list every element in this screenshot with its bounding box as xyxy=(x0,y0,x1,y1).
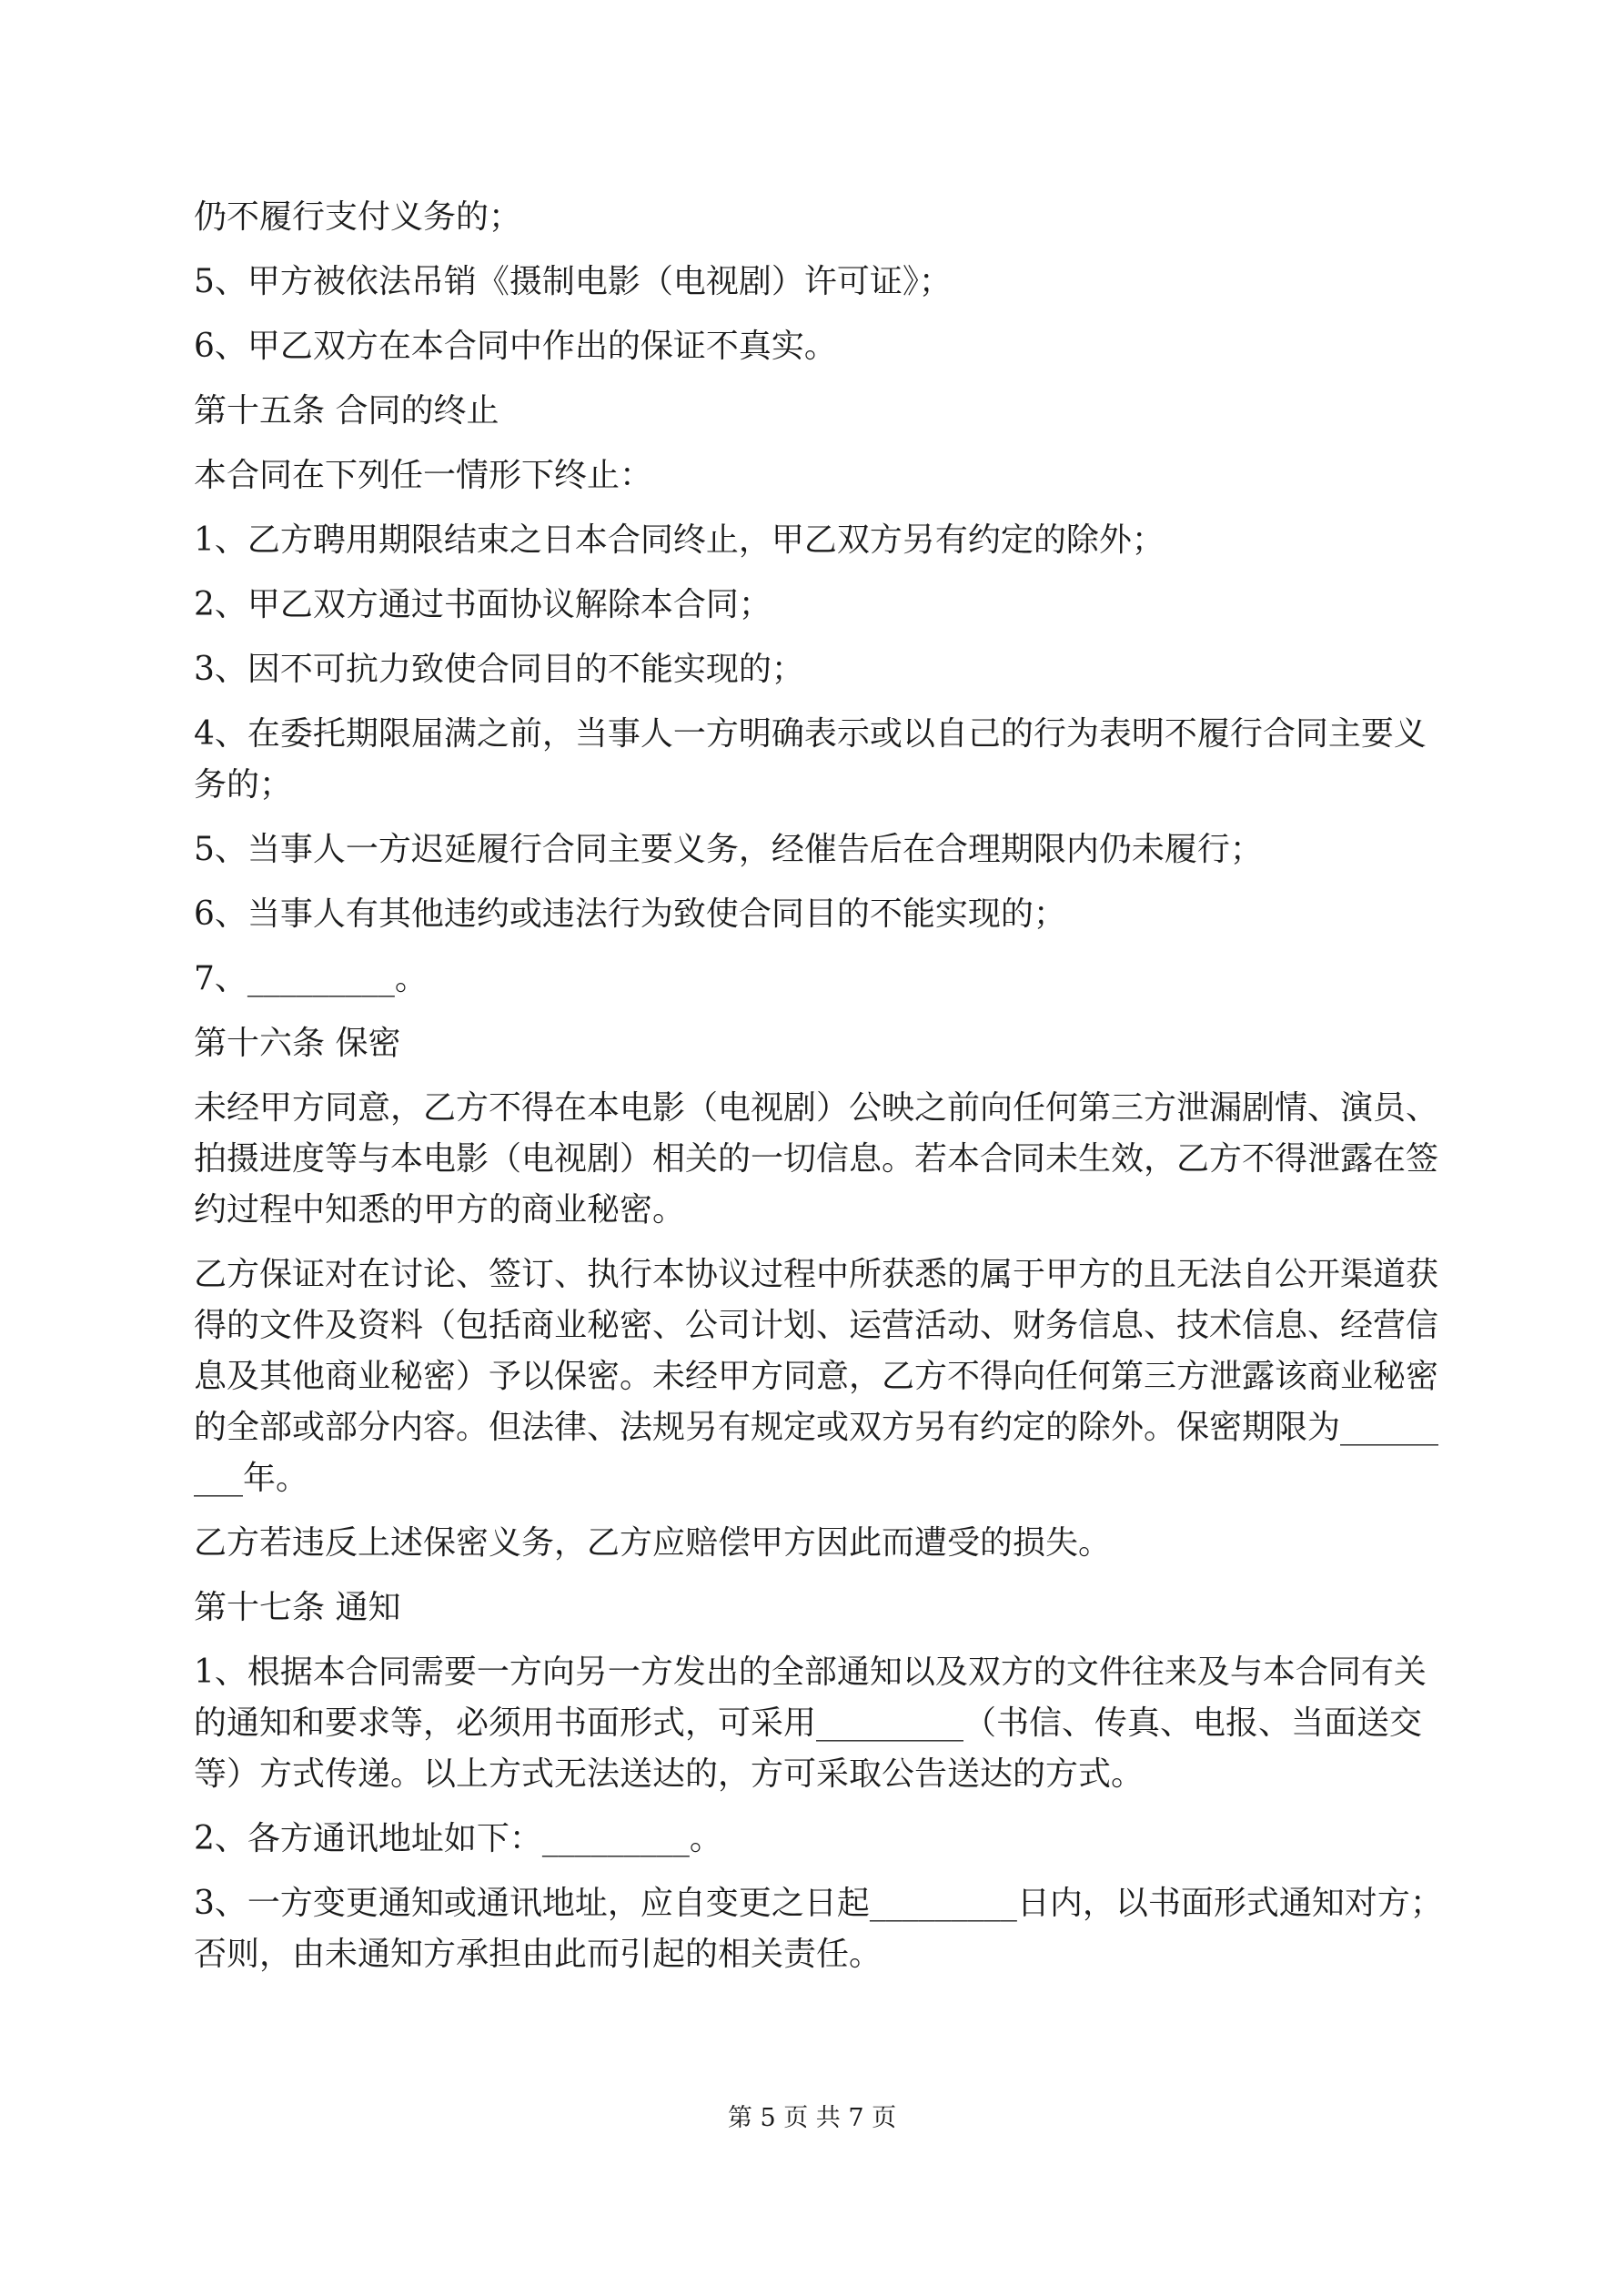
clause-item: 4、在委托期限届满之前，当事人一方明确表示或以自己的行为表明不履行合同主要义务的； xyxy=(194,715,1427,804)
clause-item: 1、根据本合同需要一方向另一方发出的全部通知以及双方的文件往来及与本合同有关的通知和要求等，必须用书面形式，可采用_________（书信、传真、电报、当面送交等）方式传递。以上方式无法送达的，方可采取公告送达的方式。 xyxy=(194,1654,1427,1793)
page-number: 第 5 页 共 7 页 xyxy=(727,2104,897,2132)
article-heading: 第十七条 通知 xyxy=(194,1589,401,1626)
clause-item: 3、因不可抗力致使合同目的不能实现的； xyxy=(194,651,804,688)
clause-item: 5、甲方被依法吊销《摄制电影（电视剧）许可证》； xyxy=(194,263,952,300)
clause-item: 6、甲乙双方在本合同中作出的保证不真实。 xyxy=(194,328,837,365)
paragraph: 本合同在下列任一情形下终止： xyxy=(194,457,653,494)
document-body xyxy=(194,192,1449,1980)
article-heading: 第十六条 保密 xyxy=(194,1025,401,1062)
clause-item: 5、当事人一方迟延履行合同主要义务，经催告后在合理期限内仍未履行； xyxy=(194,831,1263,868)
paragraph: 乙方若违反上述保密义务，乙方应赔偿甲方因此而遭受的损失。 xyxy=(194,1524,1112,1562)
paragraph: 乙方保证对在讨论、签订、执行本协议过程中所获悉的属于甲方的且无法自公开渠道获得的文件及资料（包括商业秘密、公司计划、运营活动、财务信息、技术信息、经营信息及其他商业秘密）予以保密。未经甲方同意，乙方不得向任何第三方泄露该商业秘密的全部或部分内容。但法律、法规另有规定或双方另有约定的除外。保密期限为_________年。 xyxy=(194,1256,1439,1497)
clause-item: 3、一方变更通知或通讯地址，应自变更之日起_________日内，以书面形式通知对方；否则，由未通知方承担由此而引起的相关责任。 xyxy=(194,1885,1443,1973)
clause-item: 1、乙方聘用期限结束之日本合同终止，甲乙双方另有约定的除外； xyxy=(194,521,1165,559)
clause-item: 7、_________。 xyxy=(194,960,428,997)
paragraph: 未经甲方同意，乙方不得在本电影（电视剧）公映之前向任何第三方泄漏剧情、演员、拍摄进度等与本电影（电视剧）相关的一切信息。若本合同未生效，乙方不得泄露在签约过程中知悉的甲方的商业秘密。 xyxy=(194,1089,1439,1229)
paragraph: 仍不履行支付义务的； xyxy=(194,198,522,236)
article-heading: 第十五条 合同的终止 xyxy=(194,392,499,430)
clause-item: 6、当事人有其他违约或违法行为致使合同目的不能实现的； xyxy=(194,895,1066,933)
clause-item: 2、甲乙双方通过书面协议解除本合同； xyxy=(194,586,772,623)
clause-item: 2、各方通讯地址如下：_________。 xyxy=(194,1820,722,1857)
